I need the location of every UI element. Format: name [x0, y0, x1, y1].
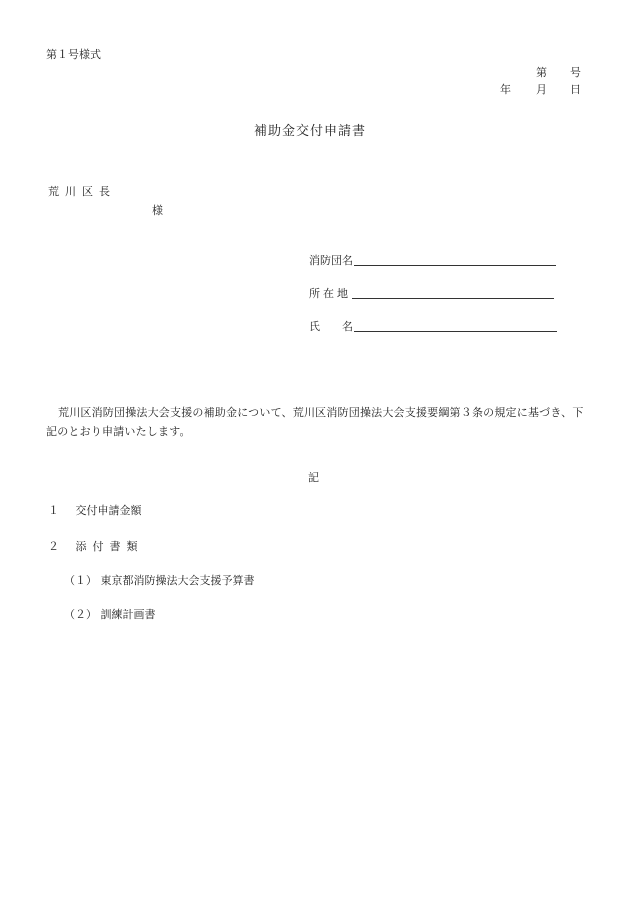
field-label-fire-brigade-name: 消防団名 — [309, 254, 353, 267]
item-attachments — [48, 541, 144, 552]
field-label-name: 氏 名 — [309, 320, 353, 333]
attachment-training-plan — [64, 609, 156, 620]
date-day: 日 — [570, 83, 581, 96]
attachment-number: （１） — [64, 574, 97, 587]
field-address[interactable] — [309, 287, 554, 299]
fire-brigade-name-input-line[interactable] — [354, 254, 556, 266]
honorific: 様 — [152, 204, 163, 217]
addressee: 荒川区長 — [48, 185, 116, 198]
item-number: ２ — [48, 540, 59, 553]
date-month: 月 — [536, 83, 547, 96]
field-fire-brigade-name[interactable] — [309, 254, 556, 266]
attachment-number: （２） — [64, 608, 97, 621]
item-requested-amount — [48, 505, 142, 516]
address-input-line[interactable] — [352, 287, 554, 299]
attachment-label: 東京都消防操法大会支援予算書 — [100, 574, 255, 587]
field-label-address: 所在地 — [309, 287, 351, 300]
item-label: 交付申請金額 — [75, 504, 142, 517]
form-number: 第１号様式 — [46, 48, 101, 61]
attachment-budget — [64, 575, 255, 586]
name-input-line[interactable] — [354, 320, 557, 332]
reference-go: 号 — [570, 66, 581, 79]
ki-heading: 記 — [308, 471, 319, 484]
item-label: 添付書類 — [75, 540, 144, 553]
reference-dai: 第 — [536, 66, 547, 79]
document-title: 補助金交付申請書 — [254, 124, 367, 139]
attachment-label: 訓練計画書 — [100, 608, 156, 621]
item-number: １ — [48, 504, 59, 517]
date-year: 年 — [500, 83, 511, 96]
field-name[interactable] — [309, 320, 557, 332]
application-body-text: 荒川区消防団操法大会支援の補助金について、荒川区消防団操法大会支援要綱第３条の規定に基づき、下記のとおり申請いたします。 — [46, 406, 584, 438]
